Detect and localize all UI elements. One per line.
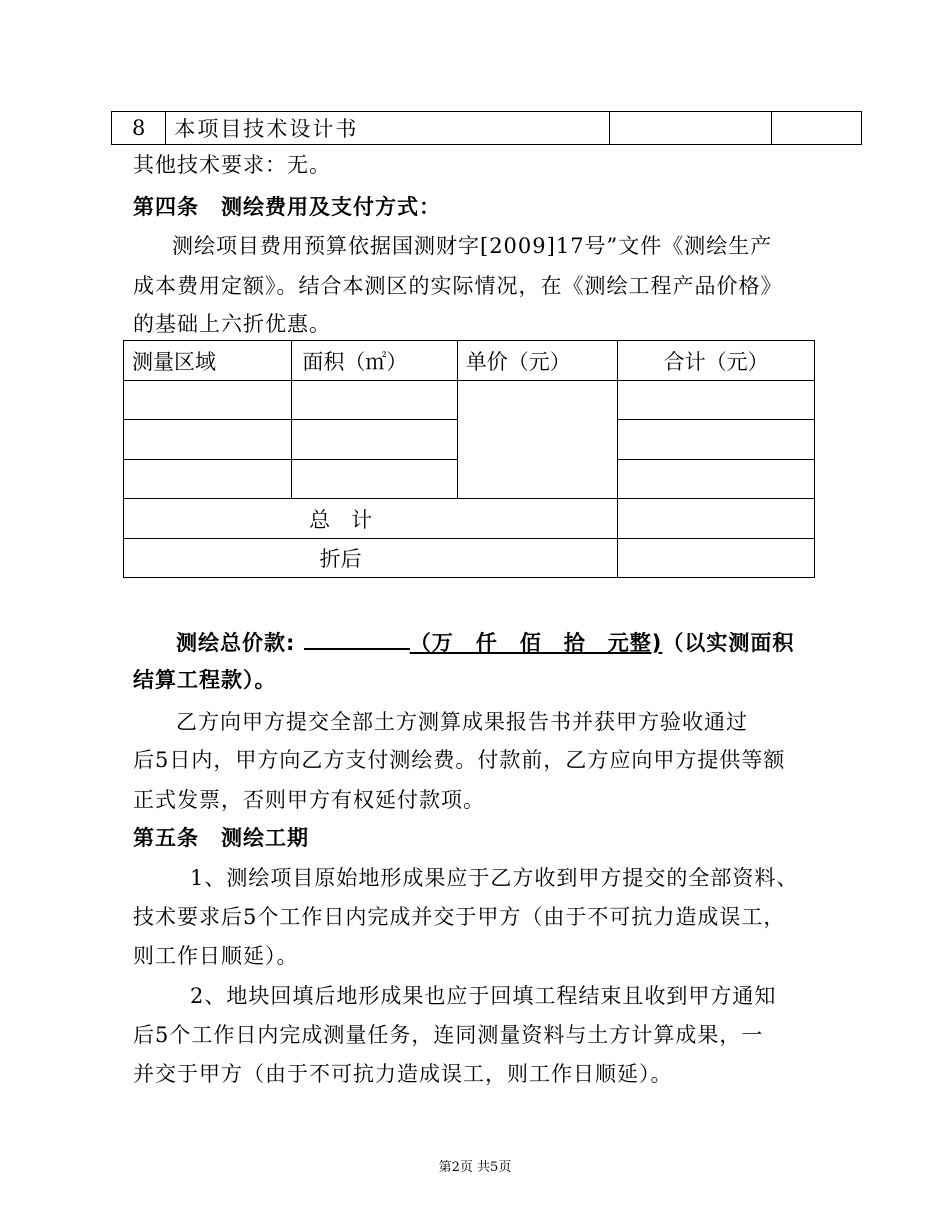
page-footer: 第2页 共5页 bbox=[438, 1160, 512, 1175]
other-requirements: 其他技术要求：无。 bbox=[133, 153, 331, 177]
article-4-heading: 第四条 测绘费用及支付方式： bbox=[133, 195, 441, 219]
total-label: 总 计 bbox=[124, 499, 618, 539]
article-5-item-1-line: 1、测绘项目原始地形成果应于乙方收到甲方提交的全部资料、 bbox=[190, 866, 799, 890]
table-cell bbox=[618, 460, 815, 499]
article-5-item-1-line: 则工作日顺延）。 bbox=[133, 944, 299, 968]
table-cell bbox=[292, 420, 457, 460]
total-price-label: 测绘总价款: bbox=[176, 631, 296, 655]
table-cell bbox=[618, 499, 815, 539]
payment-line: 乙方向甲方提交全部土方测算成果报告书并获甲方验收通过 bbox=[176, 710, 748, 734]
table-header-row bbox=[124, 341, 815, 381]
article-5-item-1-line: 技术要求后5个工作日内完成并交于甲方（由于不可抗力造成误工， bbox=[133, 905, 786, 929]
table-discount-row bbox=[124, 539, 815, 578]
table-cell bbox=[124, 420, 292, 460]
total-price-line bbox=[176, 624, 794, 659]
amount-blank bbox=[304, 624, 410, 650]
payment-line: 后5日内，甲方向乙方支付测绘费。付款前，乙方应向甲方提供等额 bbox=[133, 748, 786, 772]
article-5-heading: 第五条 测绘工期 bbox=[133, 826, 309, 850]
table-cell bbox=[124, 460, 292, 499]
row-cell-empty bbox=[609, 112, 772, 145]
top-table bbox=[111, 111, 862, 145]
article-5-item-2-line: 后5个工作日内完成测量任务，连同测量资料与土方计算成果，一 bbox=[133, 1023, 764, 1047]
header-unit-price: 单价（元） bbox=[457, 341, 618, 381]
table-cell bbox=[124, 381, 292, 420]
table-row bbox=[124, 381, 815, 420]
amount-words: （万 仟 佰 拾 元整) bbox=[409, 631, 663, 655]
table-row bbox=[112, 112, 862, 145]
row-cell-empty bbox=[772, 112, 862, 145]
article-4-para-line: 测绘项目费用预算依据国测财字[2009]17号”文件《测绘生产 bbox=[172, 234, 773, 258]
row-item: 本项目技术设计书 bbox=[166, 112, 609, 145]
discount-label: 折后 bbox=[124, 539, 618, 578]
header-area: 测量区域 bbox=[124, 341, 292, 381]
settlement-note-line2: 结算工程款）。 bbox=[133, 668, 277, 692]
table-cell bbox=[618, 381, 815, 420]
table-cell-merged bbox=[457, 381, 618, 499]
table-cell bbox=[292, 460, 457, 499]
article-5-item-2-line: 2、地块回填后地形成果也应于回填工程结束且收到甲方通知 bbox=[190, 984, 777, 1008]
article-4-para-line: 成本费用定额》。结合本测区的实际情况，在《测绘工程产品价格》 bbox=[133, 274, 783, 298]
article-5-item-2-line: 并交于甲方（由于不可抗力造成误工，则工作日顺延）。 bbox=[133, 1062, 673, 1086]
header-subtotal: 合计（元） bbox=[618, 341, 815, 381]
fee-table bbox=[123, 340, 815, 578]
table-cell bbox=[292, 381, 457, 420]
table-total-row bbox=[124, 499, 815, 539]
header-size: 面积（㎡） bbox=[292, 341, 457, 381]
article-4-para-line: 的基础上六折优惠。 bbox=[133, 312, 331, 336]
row-number: 8 bbox=[112, 112, 166, 145]
table-cell bbox=[618, 420, 815, 460]
table-cell bbox=[618, 539, 815, 578]
payment-line: 正式发票，否则甲方有权延付款项。 bbox=[133, 788, 485, 812]
settlement-note: （以实测面积 bbox=[662, 631, 795, 655]
